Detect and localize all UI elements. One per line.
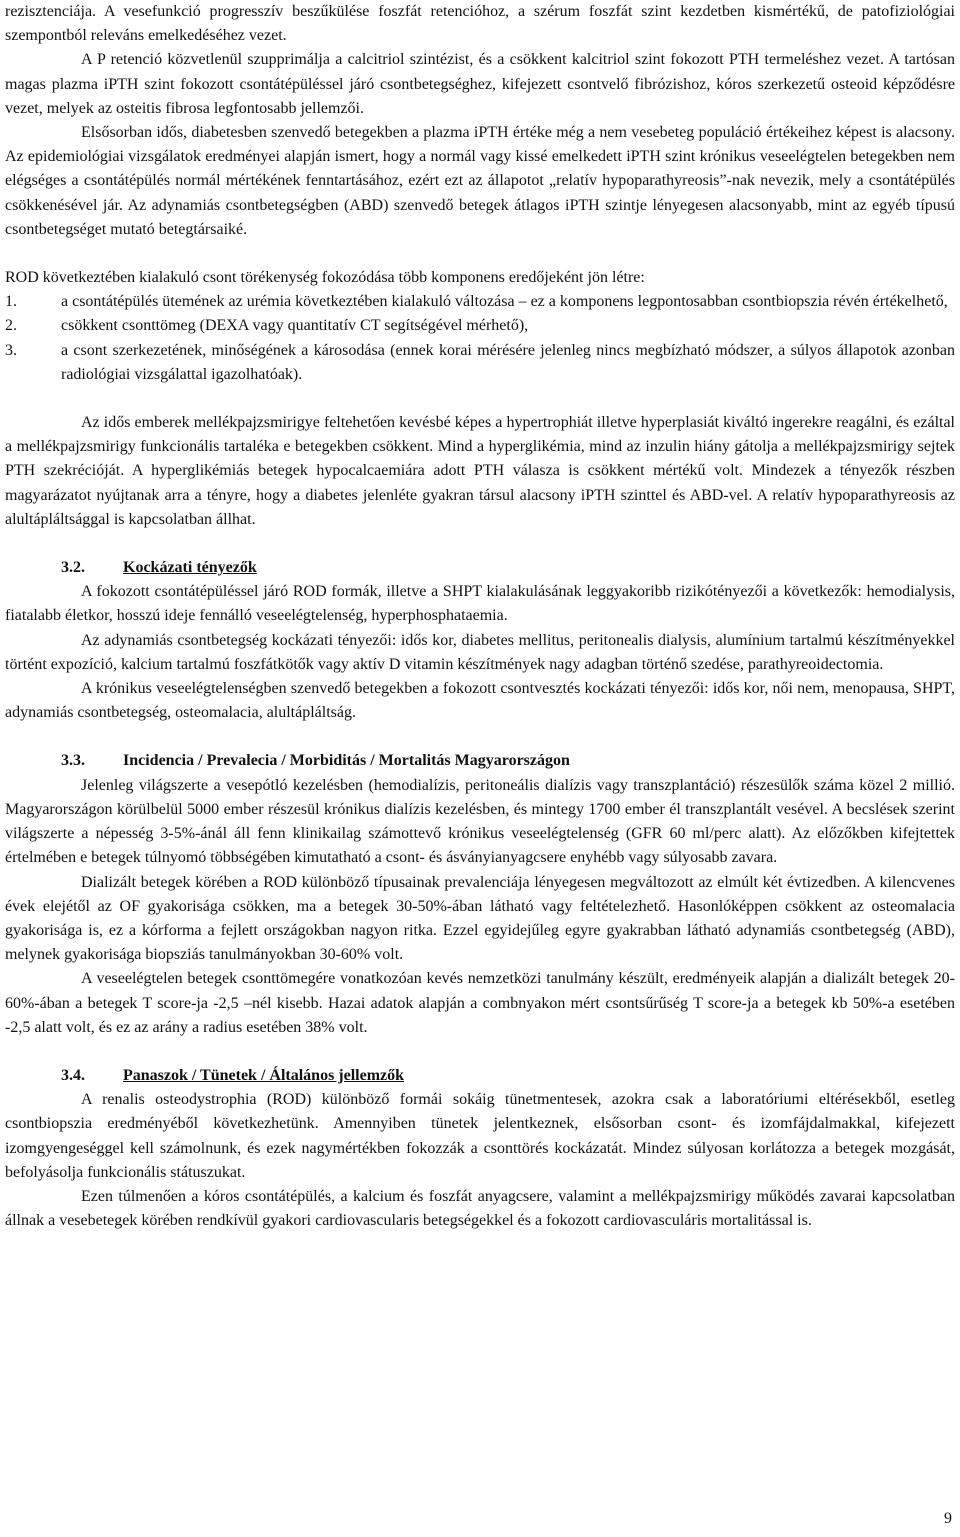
section-title: Incidencia / Prevalecia / Morbiditás / Mortalitás Magyarországon <box>123 752 570 770</box>
paragraph-incidence-2: Dializált betegek körében a ROD különböző típusainak prevalenciája lényegesen megváltozott az elmúlt két évtizedben. A kilencvenes évek elejétől az OF gyakorisága csökken, ma a betegek 30-50%-ában látható vagy feltételezhető. Hasonlóképpen csökkent az osteomalacia gyakorisága is, ez a kórforma a fejlett országokban nagyon ritka. Ezzel egyidejűleg egyre gyakrabban látható adynamiás csontbetegség (ABD), melynek gyakorisága biopsziás tanulmányokban 30-60% volt. <box>5 873 955 964</box>
paragraph-p-retention: A P retenció közvetlenül szupprimálja a calcitriol szintézist, és a csökkent kalcitriol szint fokozott PTH termeléshez vezet. A tartósan magas plazma iPTH szint fokozott csontátépüléssel járó csontbetegséghez, kifejezett csontvelő fibrózishoz, kóros szerkezetű osteoid képződésre vezet, melyek az osteitis fibrosa legfontosabb jellemzői. <box>5 51 955 117</box>
section-heading-3-2 <box>5 556 955 580</box>
section-title: Panaszok / Tünetek / Általános jellemzők <box>123 1066 405 1084</box>
spacer <box>5 1040 955 1064</box>
paragraph-symptoms-1: A renalis osteodystrophia (ROD) különböző formái sokáig tünetmentesek, azokra csak a laboratóriumi eltérésekből, esetleg csontbiopszia eredményéből következhetünk. Amennyiben tünetek jelentkeznek, elsősorban csont- és izomfájdalmakkal, kifejezett izomgyengeséggel kell számolnunk, és ezek nagymértékben fokozzák a csonttörés kockázatát. Mindez súlyosan korlátozza a betegek mozgását, befolyásolja funkcionális státuszukat. <box>5 1091 955 1181</box>
paragraph-symptoms-2: Ezen túlmenően a kóros csontátépülés, a kalcium és foszfát anyagcsere, valamint a mellékpajzsmirigy működés zavarai kapcsolatban állnak a vesebetegek körében rendkívül gyakori cardiovascularis betegségekkel és a fokozott cardiovasculáris mortalitással is. <box>5 1187 955 1230</box>
fragility-components-list <box>5 290 955 387</box>
paragraph-intro: rezisztenciája. A vesefunkció progresszív beszűkülése foszfát retencióhoz, a szérum foszfát szint kezdetben kismértékű, de patofiziológiai szempontból releváns emelkedéséhez vezet. <box>5 3 955 45</box>
page-number: 9 <box>944 1510 952 1527</box>
list-item-number: 3. <box>5 341 17 359</box>
list-item <box>5 314 955 338</box>
section-heading-3-3 <box>5 749 955 773</box>
section-number: 3.4. <box>61 1066 85 1084</box>
paragraph-rod-fragility: ROD következtében kialakuló csont törékenység fokozódása több komponens eredőjeként jön létre: <box>5 269 645 287</box>
paragraph-incidence-1: Jelenleg világszerte a vesepótló kezelésben (hemodialízis, peritoneális dialízis vagy transzplantáció) részesülők száma közel 2 millió. Magyarországon körülbelül 5000 ember részesül krónikus dialízis kezelésben, és mintegy 1700 ember él transzplantált vesével. A becslések szerint világszerte a népesség 3-5%-ánál áll fenn klinikailag számottevő krónikus veseelégtelenség (GFR 60 ml/perc alatt). Az előzőkben kifejtettek értelmében e betegek túlnyomó többségében kimutatható a csont- és ásványianyagcsere enyhébb vagy súlyosabb zavara. <box>5 776 955 867</box>
list-item-number: 2. <box>5 317 17 335</box>
spacer <box>5 725 955 749</box>
section-title: Kockázati tényezők <box>123 559 257 577</box>
section-number: 3.2. <box>61 559 85 577</box>
spacer <box>5 532 955 556</box>
list-item-text: a csont szerkezetének, minőségének a károsodása (ennek korai mérésére jelenleg nincs megbízható módszer, a súlyos állapotok azonban radiológiai vizsgálattal igazolhatóak). <box>61 341 955 383</box>
document-page <box>5 0 955 1233</box>
list-item-text: csökkent csonttömeg (DEXA vagy quantitatív CT segítségével mérhető), <box>61 317 529 335</box>
paragraph-risk-factors-1: A fokozott csontátépüléssel járó ROD formák, illetve a SHPT kialakulásának leggyakoribb rizikótényezői a következők: hemodialysis, fiatalabb életkor, hosszú ideje fennálló veseelégtelenség, hyperphosphataemia. <box>5 583 955 625</box>
paragraph-elderly-parathyroid: Az idős emberek mellékpajzsmirigye feltehetően kevésbé képes a hypertrophiát illetve hyperplasiát kiváltó ingerekre reagálni, és ezáltal a mellékpajzsmirigy funkcionális tartaléka e betegekben csökkent. Mind a hyperglikémia, mind az inzulin hiány gátolja a mellékpajzsmirigy sejtek PTH szekrécióját. A hyperglikémiás betegek hypocalcaemiára adott PTH válasza is csökkent mértékű volt. Mindezek a tényezők részben magyarázatot nyújtanak arra a tényre, hogy a diabetes jelenléte gyakran társul alacsony iPTH szinttel és ABD-vel. A relatív hypoparathyreosis az alultápláltsággal is kapcsolatban állhat. <box>5 414 955 528</box>
paragraph-relative-hypoparathyreosis: Elsősorban idős, diabetesben szenvedő betegekben a plazma iPTH értéke még a nem vesebeteg populáció értékeihez képest is alacsony. Az epidemiológiai vizsgálatok eredményei alapján ismert, hogy a normál vagy kissé emelkedett iPTH szint krónikus veseelégtelen betegekben nem elégséges a csontátépülés normál mértékének fenntartásához, ezért ezt az állapotot „relatív hypoparathyreosis”-nak nevezik, mely a csontátépülés csökkenésével jár. Az adynamiás csontbetegségben (ABD) szenvedő betegek átlagos iPTH szintje lényegesen alacsonyabb, mint az egyéb típusú csontbetegséget mutató betegtársaiké. <box>5 124 955 238</box>
paragraph-risk-factors-2: Az adynamiás csontbetegség kockázati tényezői: idős kor, diabetes mellitus, peritonealis dialysis, alumínium tartalmú készítményekkel történt expozíció, kalcium tartalmú foszfátkötők vagy aktív D vitamin készítmények nagy adagban történő szedése, parathyreoidectomia. <box>5 631 955 673</box>
list-item <box>5 290 955 314</box>
paragraph-incidence-3: A veseelégtelen betegek csonttömegére vonatkozóan kevés nemzetközi tanulmány készült, eredményeik alapján a dializált betegek 20-60%-ában a betegek T score-ja -2,5 –nél kisebb. Hazai adatok alapján a combnyakon mért csontsűrűség T score-ja a betegek kb 50%-a esetében -2,5 alatt volt, és ez az arány a radius esetében 38% volt. <box>5 970 955 1036</box>
paragraph-risk-factors-3: A krónikus veseelégtelenségben szenvedő betegekben a fokozott csontvesztés kockázati tényezői: idős kor, női nem, menopausa, SHPT, adynamiás csontbetegség, osteomalacia, alultápláltság. <box>5 680 955 722</box>
section-heading-3-4 <box>5 1064 955 1088</box>
list-item-text: a csontátépülés ütemének az urémia következtében kialakuló változása – ez a komponens legpontosabban csontbiopszia révén értékelhető, <box>61 293 948 311</box>
list-item <box>5 339 955 387</box>
section-number: 3.3. <box>61 752 85 770</box>
spacer <box>5 242 955 266</box>
list-item-number: 1. <box>5 293 17 311</box>
spacer <box>5 387 955 411</box>
